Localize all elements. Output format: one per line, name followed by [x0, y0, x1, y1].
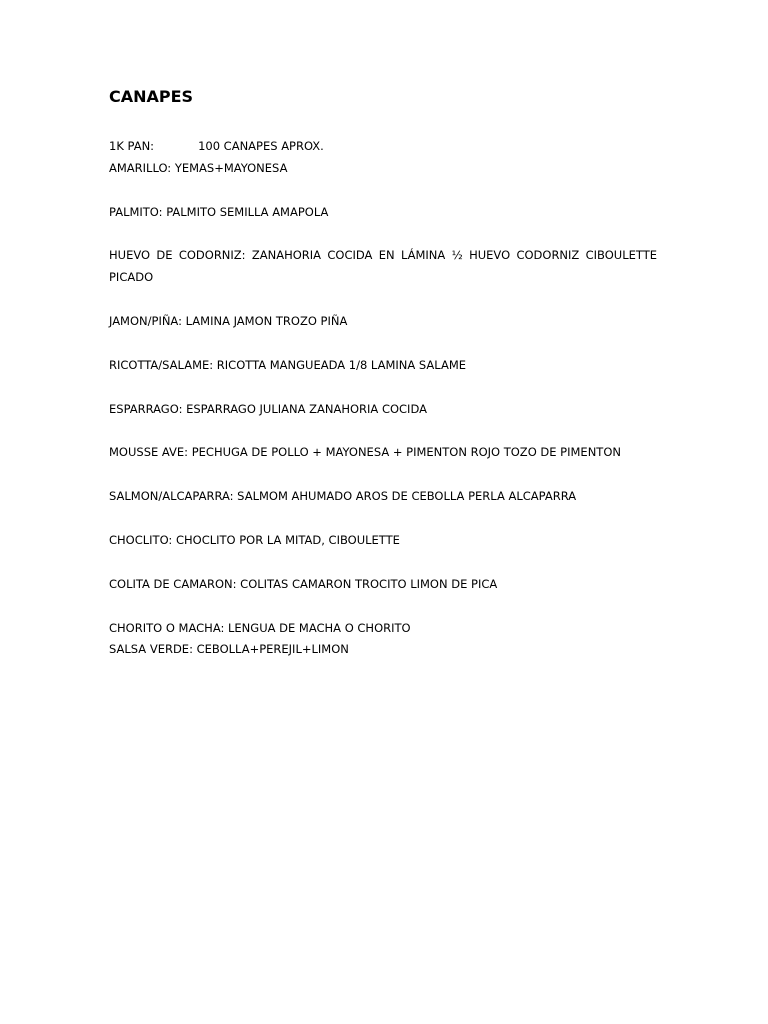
- recipe-colita: COLITA DE CAMARON: COLITAS CAMARON TROCITO LIMON DE PICA: [109, 577, 498, 591]
- recipe-choclito: CHOCLITO: CHOCLITO POR LA MITAD, CIBOULETTE: [109, 533, 400, 547]
- recipe-salmon: SALMON/ALCAPARRA: SALMOM AHUMADO AROS DE CEBOLLA PERLA ALCAPARRA: [109, 489, 577, 503]
- yield-label: 1K PAN:: [109, 139, 155, 153]
- recipe-ricotta: RICOTTA/SALAME: RICOTTA MANGUEADA 1/8 LAMINA SALAME: [109, 358, 467, 372]
- yield-value: 100 CANAPES APROX.: [198, 139, 324, 153]
- recipe-salsa-verde: SALSA VERDE: CEBOLLA+PEREJIL+LIMON: [109, 642, 349, 656]
- recipe-mousse: MOUSSE AVE: PECHUGA DE POLLO + MAYONESA + PIMENTON ROJO TOZO DE PIMENTON: [109, 445, 621, 459]
- recipe-chorito: CHORITO O MACHA: LENGUA DE MACHA O CHORITO: [109, 621, 411, 635]
- recipe-esparrago: ESPARRAGO: ESPARRAGO JULIANA ZANAHORIA COCIDA: [109, 402, 427, 416]
- yield-line: [109, 135, 324, 157]
- recipe-palmito: PALMITO: PALMITO SEMILLA AMAPOLA: [109, 205, 329, 219]
- recipe-amarillo: AMARILLO: YEMAS+MAYONESA: [109, 161, 288, 175]
- recipe-huevo-line2: PICADO: [109, 270, 154, 284]
- recipe-huevo-line1: HUEVO DE CODORNIZ: ZANAHORIA COCIDA EN LÁMINA ½ HUEVO CODORNIZ CIBOULETTE: [109, 248, 657, 262]
- recipe-jamon: JAMON/PIÑA: LAMINA JAMON TROZO PIÑA: [109, 314, 348, 328]
- page-title: CANAPES: [109, 87, 194, 106]
